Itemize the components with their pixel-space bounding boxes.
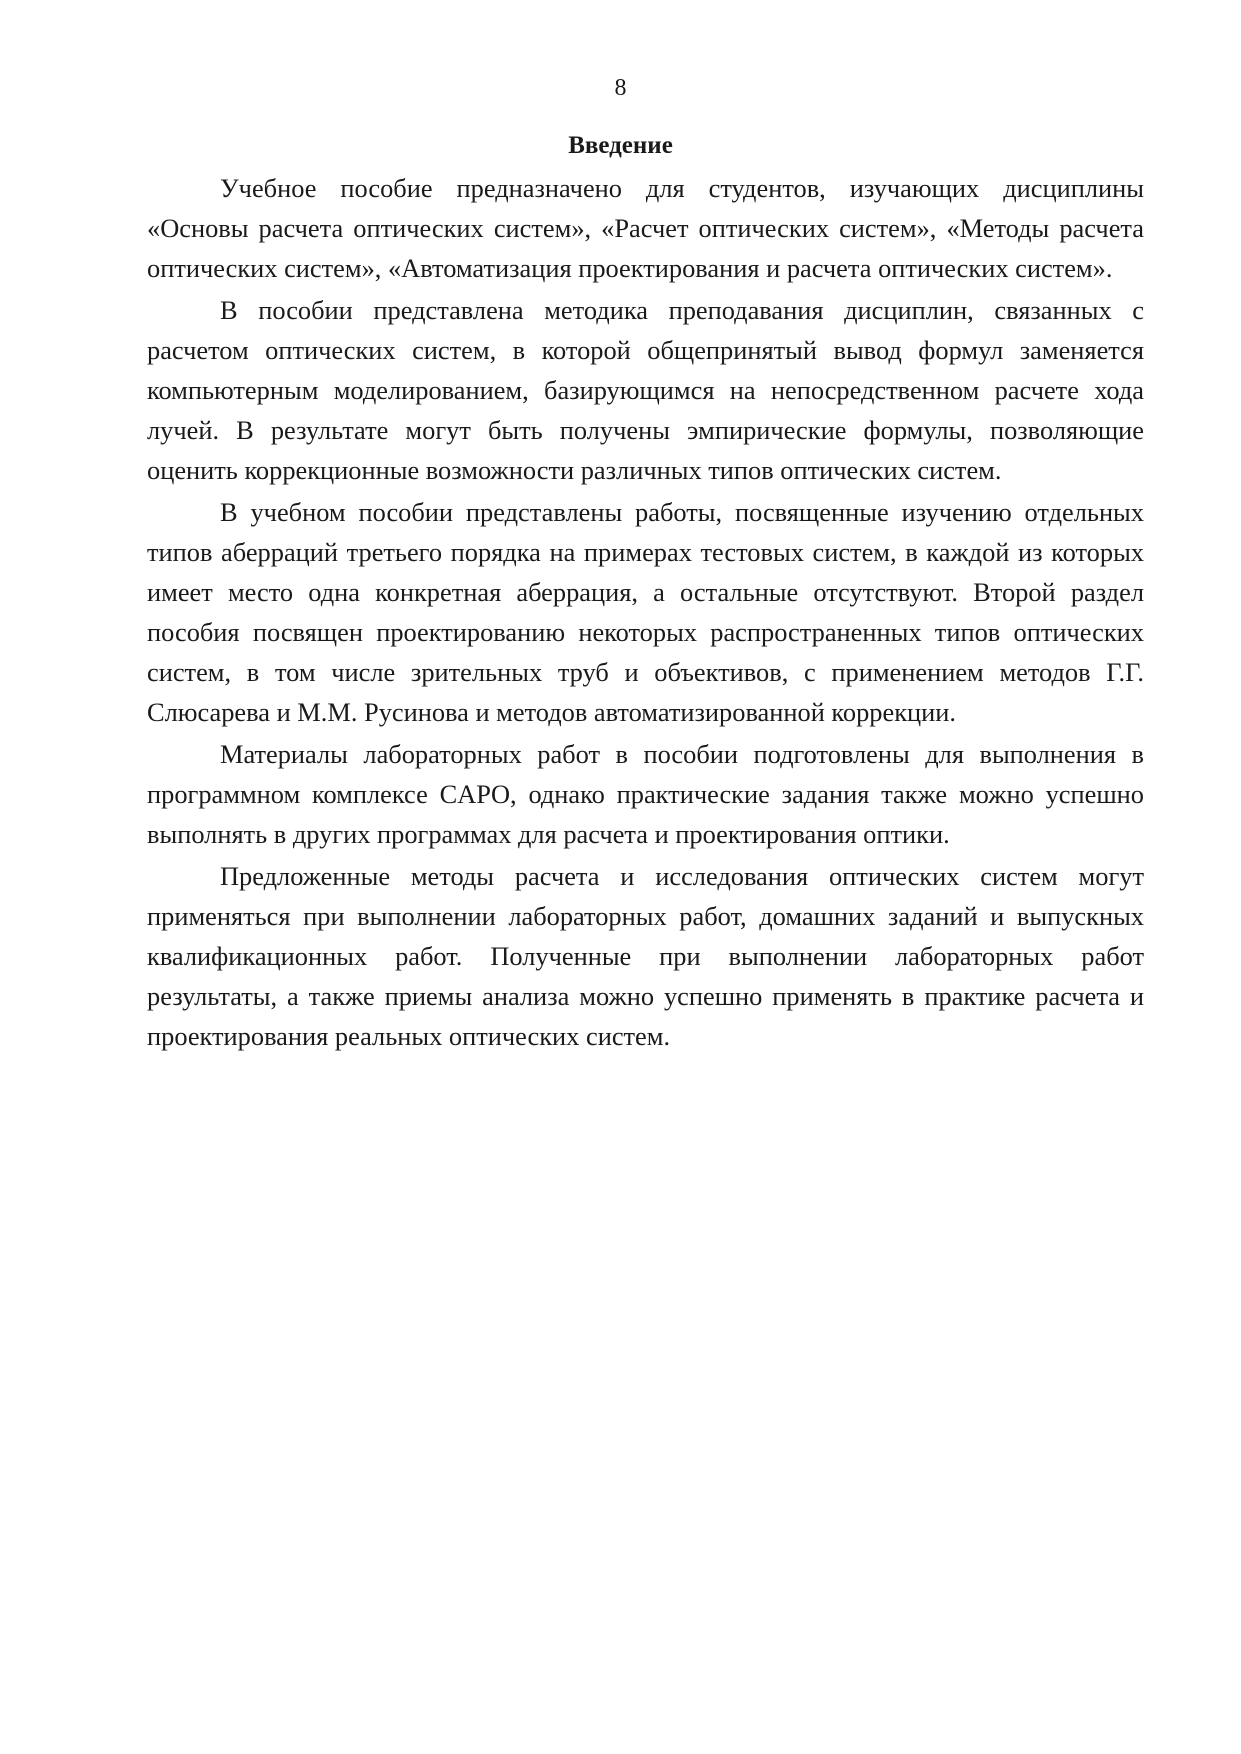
paragraph-intro-purpose: Учебное пособие предназначено для студентов, изучающих дисциплины «Основы расчета оптических систем», «Расчет оптических систем», «Методы расчета оптических систем», «Автоматизация проектирования и расчета оптических систем». xyxy=(147,173,1144,283)
page-title: Введение xyxy=(568,132,673,159)
page-number: 8 xyxy=(614,75,627,101)
paragraph-contents: В учебном пособии представлены работы, посвященные изучению отдельных типов аберраций третьего порядка на примерах тестовых систем, в каждой из которых имеет место одна конкретная аберрация, а остальные отсутствуют. Второй раздел пособия посвящен проектированию некоторых распространенных типов оптических систем, в том числе зрительных труб и объективов, с применением методов Г.Г. Слюсарева и М.М. Русинова и методов автоматизированной коррекции. xyxy=(147,497,1144,727)
paragraph-software: Материалы лабораторных работ в пособии подготовлены для выполнения в программном комплексе CAPO, однако практические задания также можно успешно выполнять в других программах для расчета и проектирования оптики. xyxy=(147,739,1144,849)
paragraph-methodology: В пособии представлена методика преподавания дисциплин, связанных с расчетом оптических систем, в которой общепринятый вывод формул заменяется компьютерным моделированием, базирующимся на непосредственном расчете хода лучей. В результате могут быть получены эмпирические формулы, позволяющие оценить коррекционные возможности различных типов оптических систем. xyxy=(147,295,1144,485)
paragraph-applications: Предложенные методы расчета и исследования оптических систем могут применяться при выполнении лабораторных работ, домашних заданий и выпускных квалификационных работ. Полученные при выполнении лабораторных работ результаты, а также приемы анализа можно успешно применять в практике расчета и проектирования реальных оптических систем. xyxy=(147,861,1144,1051)
document-body xyxy=(147,168,1144,1056)
